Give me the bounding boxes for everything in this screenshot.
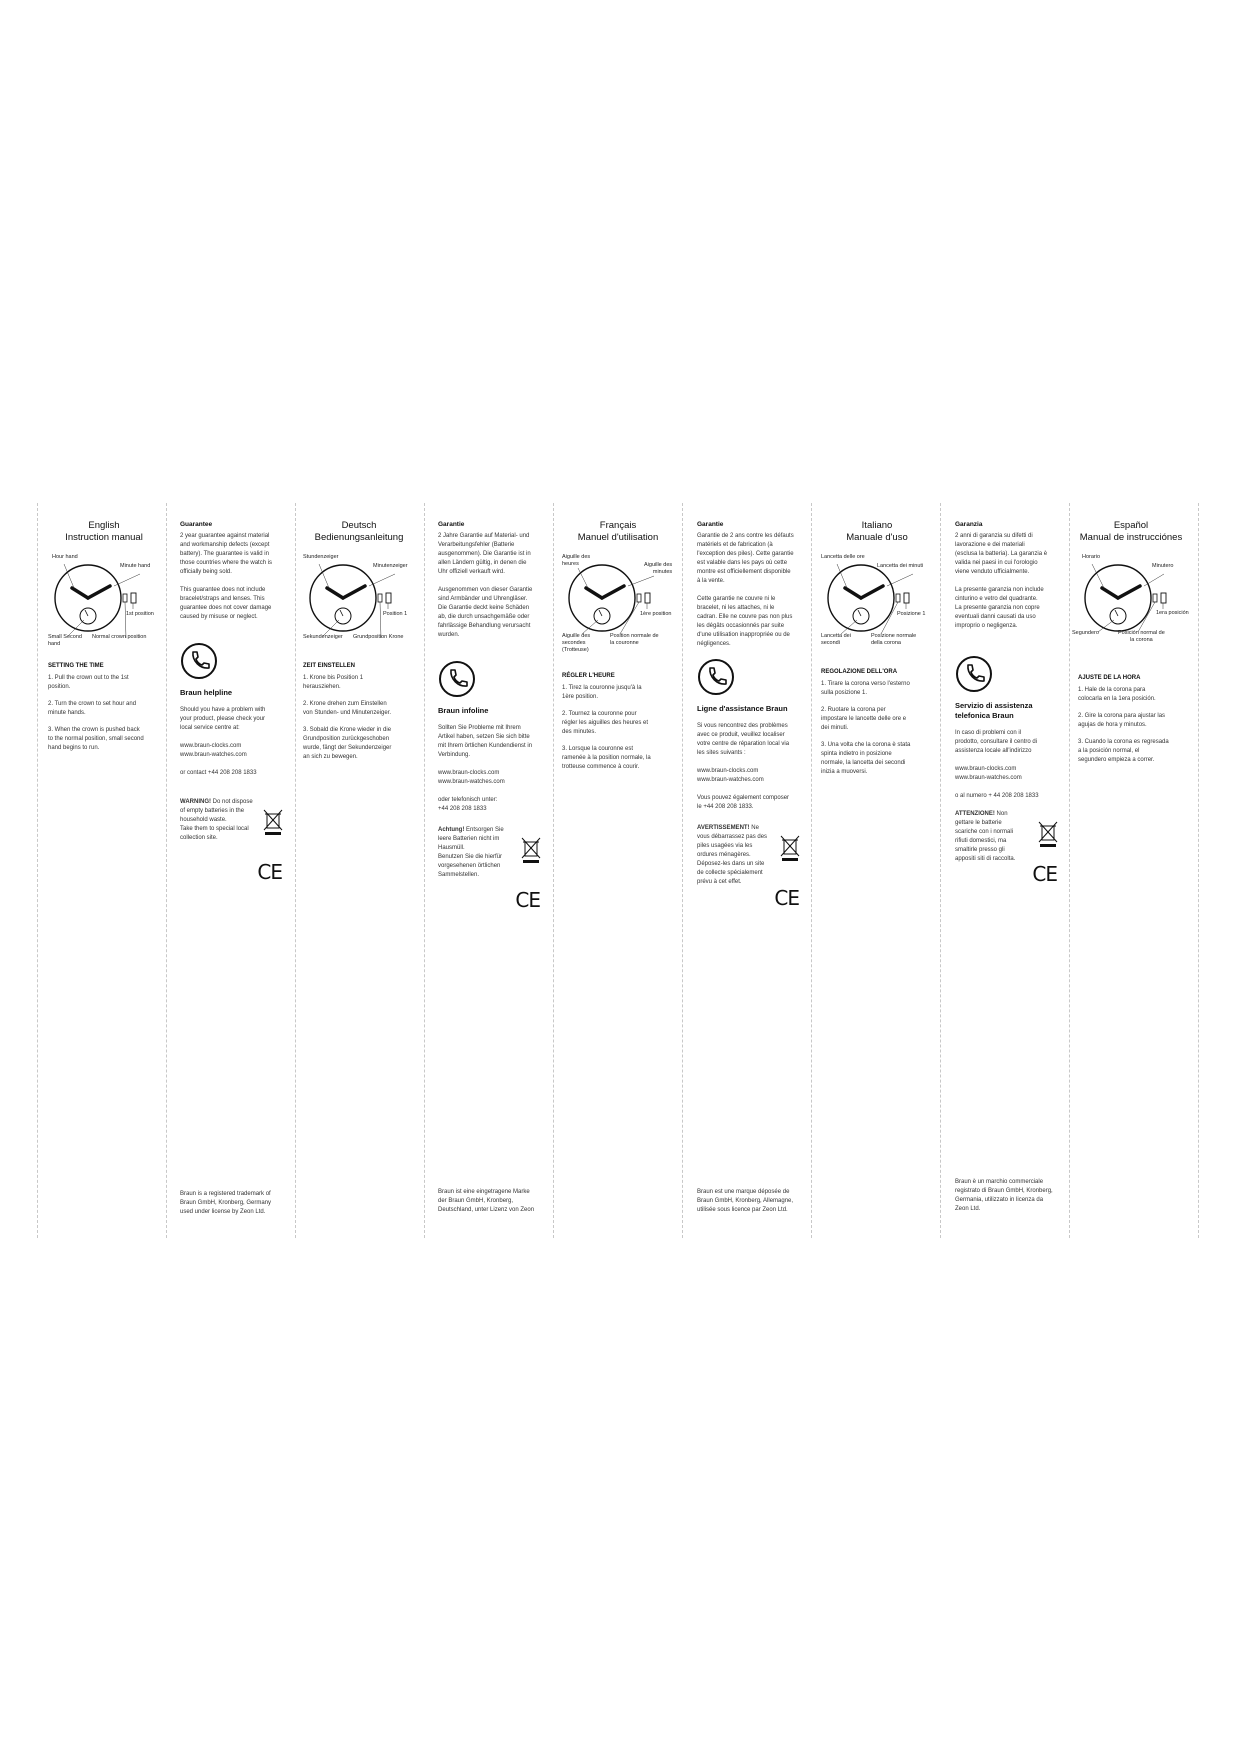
step-1: 1. Tirez la couronne jusqu'à la 1ère position. <box>562 685 642 700</box>
trademark-note: Braun è un marchio commerciale registrato di Braun GmbH, Kronberg, Germania, utilizzato in licenza da Zeon Ltd. <box>955 1179 1053 1212</box>
hour-hand-label: Stundenzeiger <box>303 554 339 560</box>
panel-title: Italiano Manuale d'uso <box>846 520 908 543</box>
panel-title: Français Manuel d'utilisation <box>577 520 659 543</box>
guarantee-text: 2 Jahre Garantie auf Material- und Verarbeitungsfehler (Batterie ausgenommen). Die Garantie ist in allen Ländern gültig, in denen die Uhr offiziell verkauft wird. <box>438 533 531 575</box>
minute-hand-label: Minutero <box>1152 563 1174 569</box>
battery-warning <box>180 798 292 884</box>
guarantee-text: Garantie de 2 ans contre les défauts matériels et de fabrication (à l'exception des piles). Cette garantie est valable dans les pays où cette montre est officiellement disponible à la vente. <box>697 533 794 584</box>
setting-time-title: REGOLAZIONE DELL'ORA <box>821 669 898 675</box>
setting-time-title: AJUSTE DE LA HORA <box>1078 675 1141 681</box>
fold-line <box>37 503 38 1238</box>
helpline-title: Servizio di assistenza telefonica Braun <box>955 701 1033 720</box>
warning-body: Entsorgen Sie leere Batterien nicht im Hausmüll. Benutzen Sie die hierfür vorgesehenen örtlichen Sammelstellen. <box>438 827 504 878</box>
warning-text <box>955 810 1029 864</box>
helpline-links: www.braun-clocks.com www.braun-watches.com <box>180 743 247 758</box>
trademark-note: Braun est une marque déposée de Braun GmbH, Kronberg, Allemagne, utilisée sous licence par Zeon Ltd. <box>697 1189 794 1213</box>
guarantee-text: 2 year guarantee against material and workmanship defects (except battery). The guarantee is valid in those countries where the watch is officially being sold. <box>180 533 273 575</box>
fold-line <box>940 503 941 1238</box>
step-1: 1. Hale de la corona para colocarla en la 1era posición. <box>1078 687 1156 702</box>
phone-icon <box>955 655 993 693</box>
small-second-label: Lancetta dei secondi <box>821 633 851 646</box>
warning-body: Ne vous débarrassez pas des piles usagées via les ordures ménagères. Déposez-les dans un site de collecte spécialement prévu à cet effet. <box>697 825 768 885</box>
helpline-text: Si vous rencontrez des problèmes avec ce produit, veuillez localiser votre centre de réparation local via les sites suivants : <box>697 723 790 756</box>
warning-label: WARNING! <box>180 799 211 805</box>
guarantee-exclusions: La presente garanzia non include cinturino e vetro del quadrante. La presente garanzia non copre eventuali danni causati da uso improprio o negligenza. <box>955 587 1044 629</box>
warning-label: ATTENZIONE! <box>955 811 995 817</box>
ce-mark: CE <box>515 888 540 912</box>
helpline-title: Braun helpline <box>180 688 233 697</box>
panel-title: English Instruction manual <box>65 520 143 543</box>
panel-title: Español Manual de instrucciónes <box>1079 520 1183 543</box>
ce-mark: CE <box>774 886 799 910</box>
helpline-links: www.braun-clocks.com www.braun-watches.com <box>955 766 1022 781</box>
battery-warning <box>955 810 1067 886</box>
deutsch-instructions-panel <box>303 520 415 770</box>
helpline-contact: Vous pouvez également composer le +44 208 208 1833. <box>697 795 790 810</box>
battery-warning <box>697 824 809 910</box>
minute-hand-label: Aiguille des minutes <box>644 562 673 575</box>
phone-icon <box>180 642 218 680</box>
fold-line <box>553 503 554 1238</box>
step-3: 3. Sobald die Krone wieder in die Grundposition zurückgeschoben wurde, fängt der Sekundenzeiger an sich zu bewegen. <box>303 727 392 760</box>
deutsch-guarantee-panel <box>438 520 550 912</box>
phone-icon <box>697 658 735 696</box>
step-3: 3. Cuando la corona es regresada a la posición normal, el segundero empieza a correr. <box>1078 739 1169 763</box>
hour-hand-label: Hour hand <box>52 554 78 560</box>
helpline-contact: o al numero + 44 208 208 1833 <box>955 793 1039 799</box>
english-instructions-panel <box>48 520 160 761</box>
step-1: 1. Krone bis Position 1 herausziehen. <box>303 675 364 690</box>
helpline-text: Should you have a problem with your product, please check your local service centre at: <box>180 707 266 731</box>
fold-line <box>295 503 296 1238</box>
phone-icon <box>438 660 476 698</box>
helpline-title: Braun infoline <box>438 706 489 715</box>
minute-hand-label: Minutenzeiger <box>373 563 408 569</box>
watch-diagram <box>821 554 933 654</box>
crossed-bin-icon <box>779 834 801 862</box>
italiano-instructions-panel <box>821 520 933 785</box>
guarantee-exclusions: This guarantee does not include bracelet/straps and lenses. This guarantee does not cover damage caused by misuse or neglect. <box>180 587 272 620</box>
fold-line <box>166 503 167 1238</box>
step-3: 3. Lorsque la couronne est ramenée à la position normale, la trotteuse commence à courir. <box>562 746 651 770</box>
step-2: 2. Gire la corona para ajustar las agujas de hora y minutos. <box>1078 713 1166 728</box>
setting-steps <box>48 674 160 753</box>
step-1: 1. Pull the crown out to the 1st position. <box>48 675 129 690</box>
step-2: 2. Tournez la couronne pour régler les aiguilles des heures et des minutes. <box>562 711 649 735</box>
position-label: 1ère position <box>640 611 672 617</box>
normal-crown-label: Grundposition Krone <box>353 634 404 640</box>
position-label: 1st position <box>126 611 154 617</box>
helpline-links: www.braun-clocks.com www.braun-watches.com <box>697 768 764 783</box>
watch-diagram <box>303 554 415 654</box>
guarantee-title: Garanzia <box>955 521 983 528</box>
fold-line <box>424 503 425 1238</box>
small-second-label: Small Second hand <box>48 634 82 647</box>
helpline-text: Sollten Sie Probleme mit Ihrem Artikel haben, setzen Sie sich bitte mit Ihrem örtlichen Kundendienst in Verbindung. <box>438 725 533 758</box>
hour-hand-label: Horario <box>1082 554 1101 560</box>
guarantee-exclusions: Cette garantie ne couvre ni le bracelet, ni les attaches, ni le cadran. Elle ne couvre pas non plus les dégâts occasionnés par suite d'une utilisation inappropriée ou de négligences. <box>697 596 793 647</box>
step-2: 2. Ruotare la corona per impostare le lancette delle ore e dei minuti. <box>821 707 907 731</box>
watch-diagram <box>562 554 674 654</box>
position-label: 1era posición <box>1156 610 1189 616</box>
setting-time-title: SETTING THE TIME <box>48 663 104 669</box>
position-label: Position 1 <box>383 611 408 617</box>
normal-crown-label: Normal crown position <box>92 634 147 640</box>
warning-label: Achtung! <box>438 827 465 833</box>
small-second-label: Sekundenzeiger <box>303 634 343 640</box>
step-2: 2. Krone drehen zum Einstellen von Stunden- und Minutenzeiger. <box>303 701 392 716</box>
warning-text <box>697 824 771 887</box>
watch-diagram <box>1072 554 1190 654</box>
crossed-bin-icon <box>262 808 284 836</box>
hour-hand-label: Lancetta delle ore <box>821 554 865 560</box>
helpline-contact: or contact +44 208 208 1833 <box>180 770 257 776</box>
italiano-guarantee-panel <box>955 520 1067 886</box>
setting-time-title: RÉGLER L'HEURE <box>562 673 615 679</box>
warning-body: Do not dispose of empty batteries in the household waste. Take them to special local collection site. <box>180 799 253 841</box>
normal-crown-label: Posición normal de la corona <box>1118 630 1165 643</box>
fold-line <box>811 503 812 1238</box>
fold-line <box>1198 503 1199 1238</box>
warning-body: Non gettare le batterie scariche con i normali rifiuti domestici, ma smaltirle presso gli appositi siti di raccolta. <box>955 811 1016 862</box>
normal-crown-label: Posizione normale della corona <box>871 633 917 646</box>
step-2: 2. Turn the crown to set hour and minute hands. <box>48 701 137 716</box>
normal-crown-label: Position normale de la couronne <box>610 633 659 646</box>
ce-mark: CE <box>1032 862 1057 886</box>
battery-warning <box>438 826 550 912</box>
setting-time-title: ZEIT EINSTELLEN <box>303 663 356 669</box>
step-3: 3. Una volta che la corona è stata spinta indietro in posizione normale, la lancetta dei secondi inizia a muoversi. <box>821 742 911 775</box>
setting-steps <box>562 684 674 772</box>
setting-steps <box>303 674 415 762</box>
guarantee-title: Guarantee <box>180 521 213 528</box>
hour-hand-label: Aiguille des heures <box>562 554 591 567</box>
minute-hand-label: Lancetta dei minuti <box>877 563 924 569</box>
warning-text <box>180 798 254 843</box>
ce-mark: CE <box>257 860 282 884</box>
crossed-bin-icon <box>520 836 542 864</box>
espanol-instructions-panel <box>1072 520 1190 773</box>
trademark-note: Braun is a registered trademark of Braun GmbH, Kronberg, Germany used under license by Zeon Ltd. <box>180 1191 272 1215</box>
helpline-contact: oder telefonisch unter: +44 208 208 1833 <box>438 797 498 812</box>
small-second-label: Aiguille des secondes (Trotteuse) <box>562 633 591 653</box>
warning-text <box>438 826 512 880</box>
minute-hand-label: Minute hand <box>120 563 151 569</box>
helpline-links: www.braun-clocks.com www.braun-watches.com <box>438 770 505 785</box>
watch-diagram <box>48 554 160 654</box>
position-label: Posizione 1 <box>897 611 926 617</box>
guarantee-exclusions: Ausgenommen von dieser Garantie sind Armbänder und Uhrengläser. Die Garantie deckt keine Schäden ab, die durch unsachgemäße oder fahrlässige Behandlung verursacht wurden. <box>438 587 533 638</box>
fold-line <box>1069 503 1070 1238</box>
panel-title: Deutsch Bedienungsanleitung <box>314 520 404 543</box>
helpline-title: Ligne d'assistance Braun <box>697 704 788 713</box>
guarantee-title: Garantie <box>438 521 465 528</box>
english-guarantee-panel <box>180 520 292 884</box>
crossed-bin-icon <box>1037 820 1059 848</box>
trademark-note: Braun ist eine eingetragene Marke der Braun GmbH, Kronberg, Deutschland, unter Lizenz von Zeon <box>438 1189 535 1213</box>
guarantee-text: 2 anni di garanzia su difetti di lavorazione e dei materiali (esclusa la batteria). La garanzia è valida nei paesi in cui l'orologio viene venduto ufficialmente. <box>955 533 1048 575</box>
setting-steps <box>821 680 933 777</box>
step-1: 1. Tirare la corona verso l'esterno sulla posizione 1. <box>821 681 910 696</box>
helpline-text: In caso di problemi con il prodotto, consultare il centro di assistenza locale all'indirizzo <box>955 730 1038 754</box>
warning-label: AVERTISSEMENT! <box>697 825 750 831</box>
fold-line <box>682 503 683 1238</box>
francais-guarantee-panel <box>697 520 809 910</box>
guarantee-title: Garantie <box>697 521 724 528</box>
setting-steps <box>1078 686 1190 765</box>
small-second-label: Segundero <box>1072 630 1099 636</box>
step-3: 3. When the crown is pushed back to the normal position, small second hand begins to run. <box>48 727 144 751</box>
francais-instructions-panel <box>562 520 674 780</box>
